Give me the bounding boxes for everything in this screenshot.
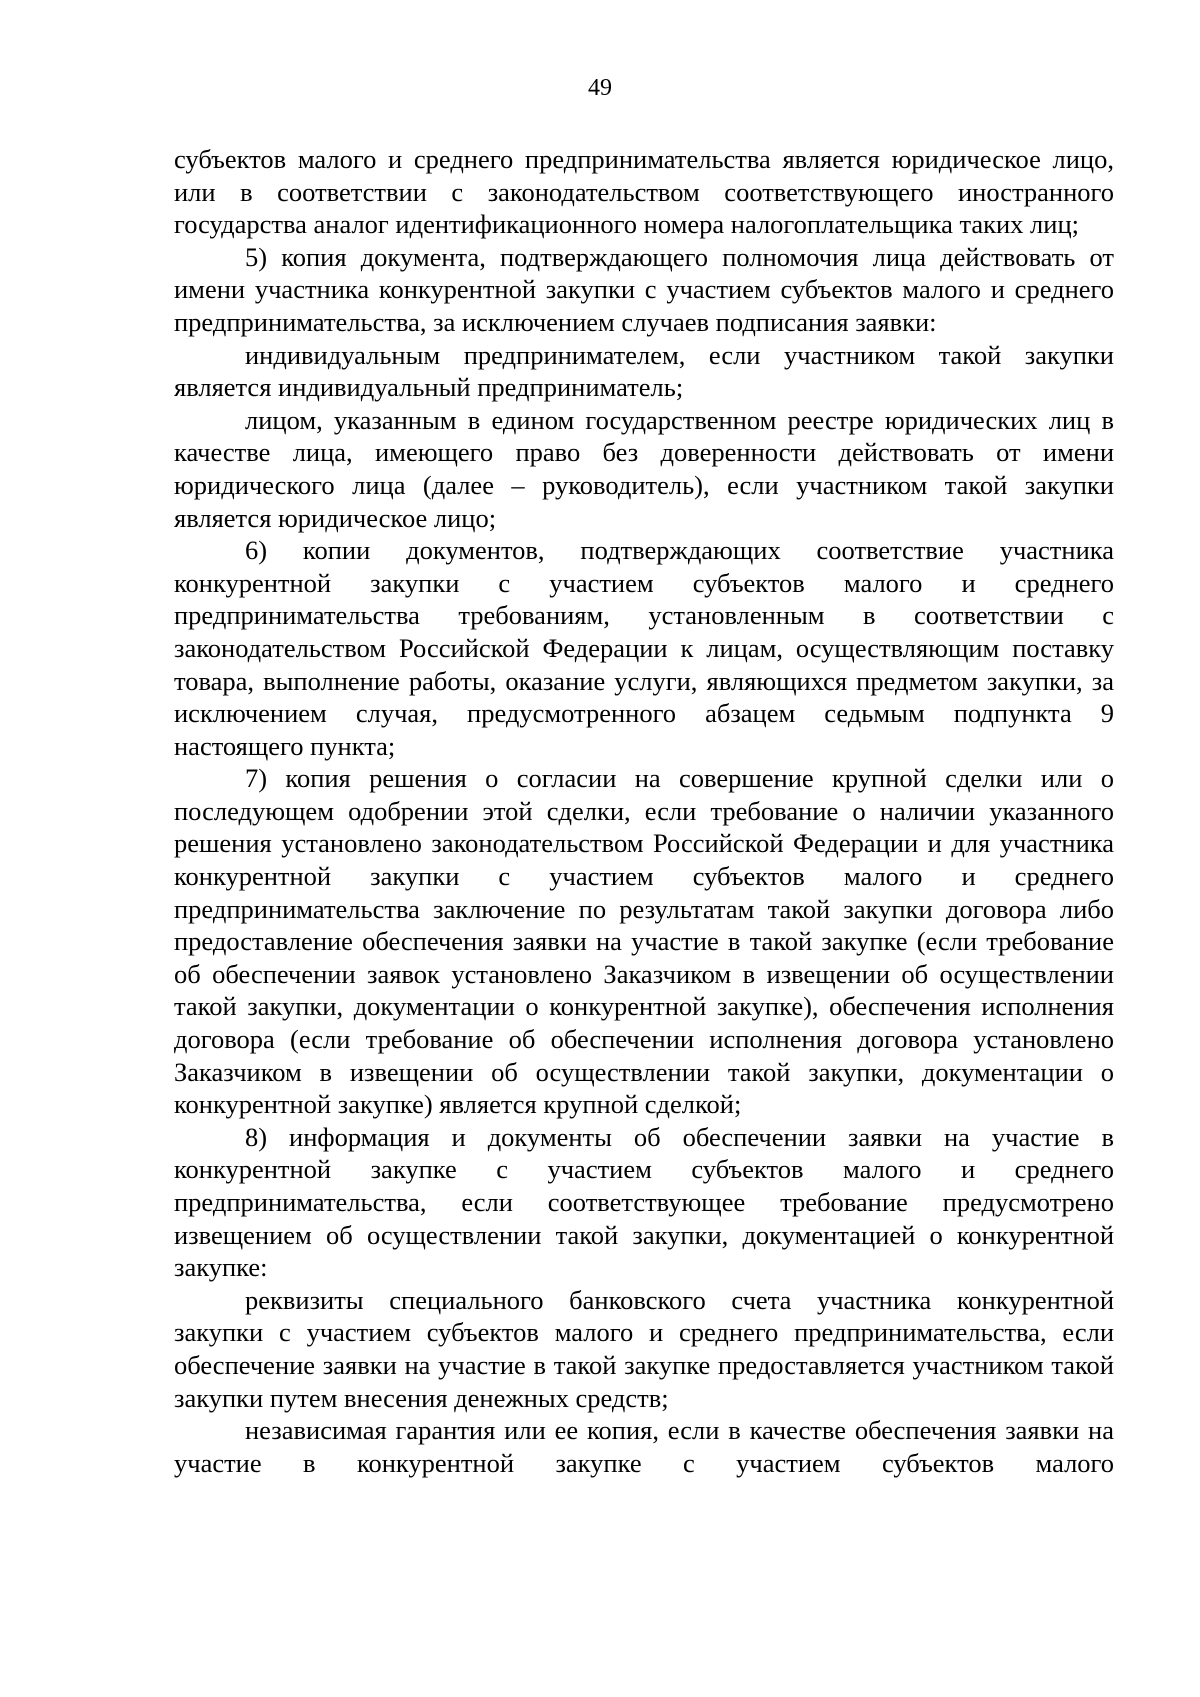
paragraph-item-8-guarantee: независимая гарантия или ее копия, если в качестве обеспечения заявки на участие в конкурентной закупке с участием субъектов малого [174, 1415, 1114, 1478]
paragraph-item-6: 6) копии документов, подтверждающих соответствие участника конкурентной закупки с участием субъектов малого и среднего предпринимательства требованиям, установленным в соответствии с законодательством Российской Федерации к лицам, осуществляющим поставку товара, выполнение работы, оказание услуги, являющихся предметом закупки, за исключением случая, предусмотренного абзацем седьмым подпункта 9 настоящего пункта; [174, 535, 1114, 761]
paragraph-continuation: субъектов малого и среднего предпринимательства является юридическое лицо, или в соответствии с законодательством соответствующего иностранного государства аналог идентификационного номера налогоплательщика таких лиц; [174, 144, 1114, 240]
paragraph-item-5-case-entrepreneur: индивидуальным предпринимателем, если участником такой закупки является индивидуальный предприниматель; [174, 339, 1114, 403]
paragraph-item-8-bank-account: реквизиты специального банковского счета участника конкурентной закупки с участием субъектов малого и среднего предпринимательства, если обеспечение заявки на участие в такой закупке предоставляется участником такой закупки путем внесения денежных средств; [174, 1284, 1114, 1413]
paragraph-item-5-case-director: лицом, указанным в едином государственном реестре юридических лиц в качестве лица, имеющего право без доверенности действовать от имени юридического лица (далее – руководитель), если участником такой закупки является юридическое лицо; [174, 404, 1114, 533]
page-number: 49 [588, 75, 612, 101]
paragraph-item-8: 8) информация и документы об обеспечении заявки на участие в конкурентной закупке с участием субъектов малого и среднего предпринимательства, если соответствующее требование предусмотрено извещением об осуществлении такой закупки, документацией о конкурентной закупке: [174, 1121, 1114, 1283]
paragraph-item-5: 5) копия документа, подтверждающего полномочия лица действовать от имени участника конкурентной закупки с участием субъектов малого и среднего предпринимательства, за исключением случаев подписания заявки: [174, 241, 1114, 337]
document-body [174, 143, 1114, 1479]
paragraph-item-7: 7) копия решения о согласии на совершение крупной сделки или о последующем одобрении этой сделки, если требование о наличии указанного решения установлено законодательством Российской Федерации и для участника конкурентной закупки с участием субъектов малого и среднего предпринимательства заключение по результатам такой закупки договора либо предоставление обеспечения заявки на участие в такой закупке (если требование об обеспечении заявок установлено Заказчиком в извещении об осуществлении такой закупки, документации о конкурентной закупке), обеспечения исполнения договора (если требование об обеспечении исполнения договора установлено Заказчиком в извещении об осуществлении такой закупки, документации о конкурентной закупке) является крупной сделкой; [174, 763, 1114, 1120]
